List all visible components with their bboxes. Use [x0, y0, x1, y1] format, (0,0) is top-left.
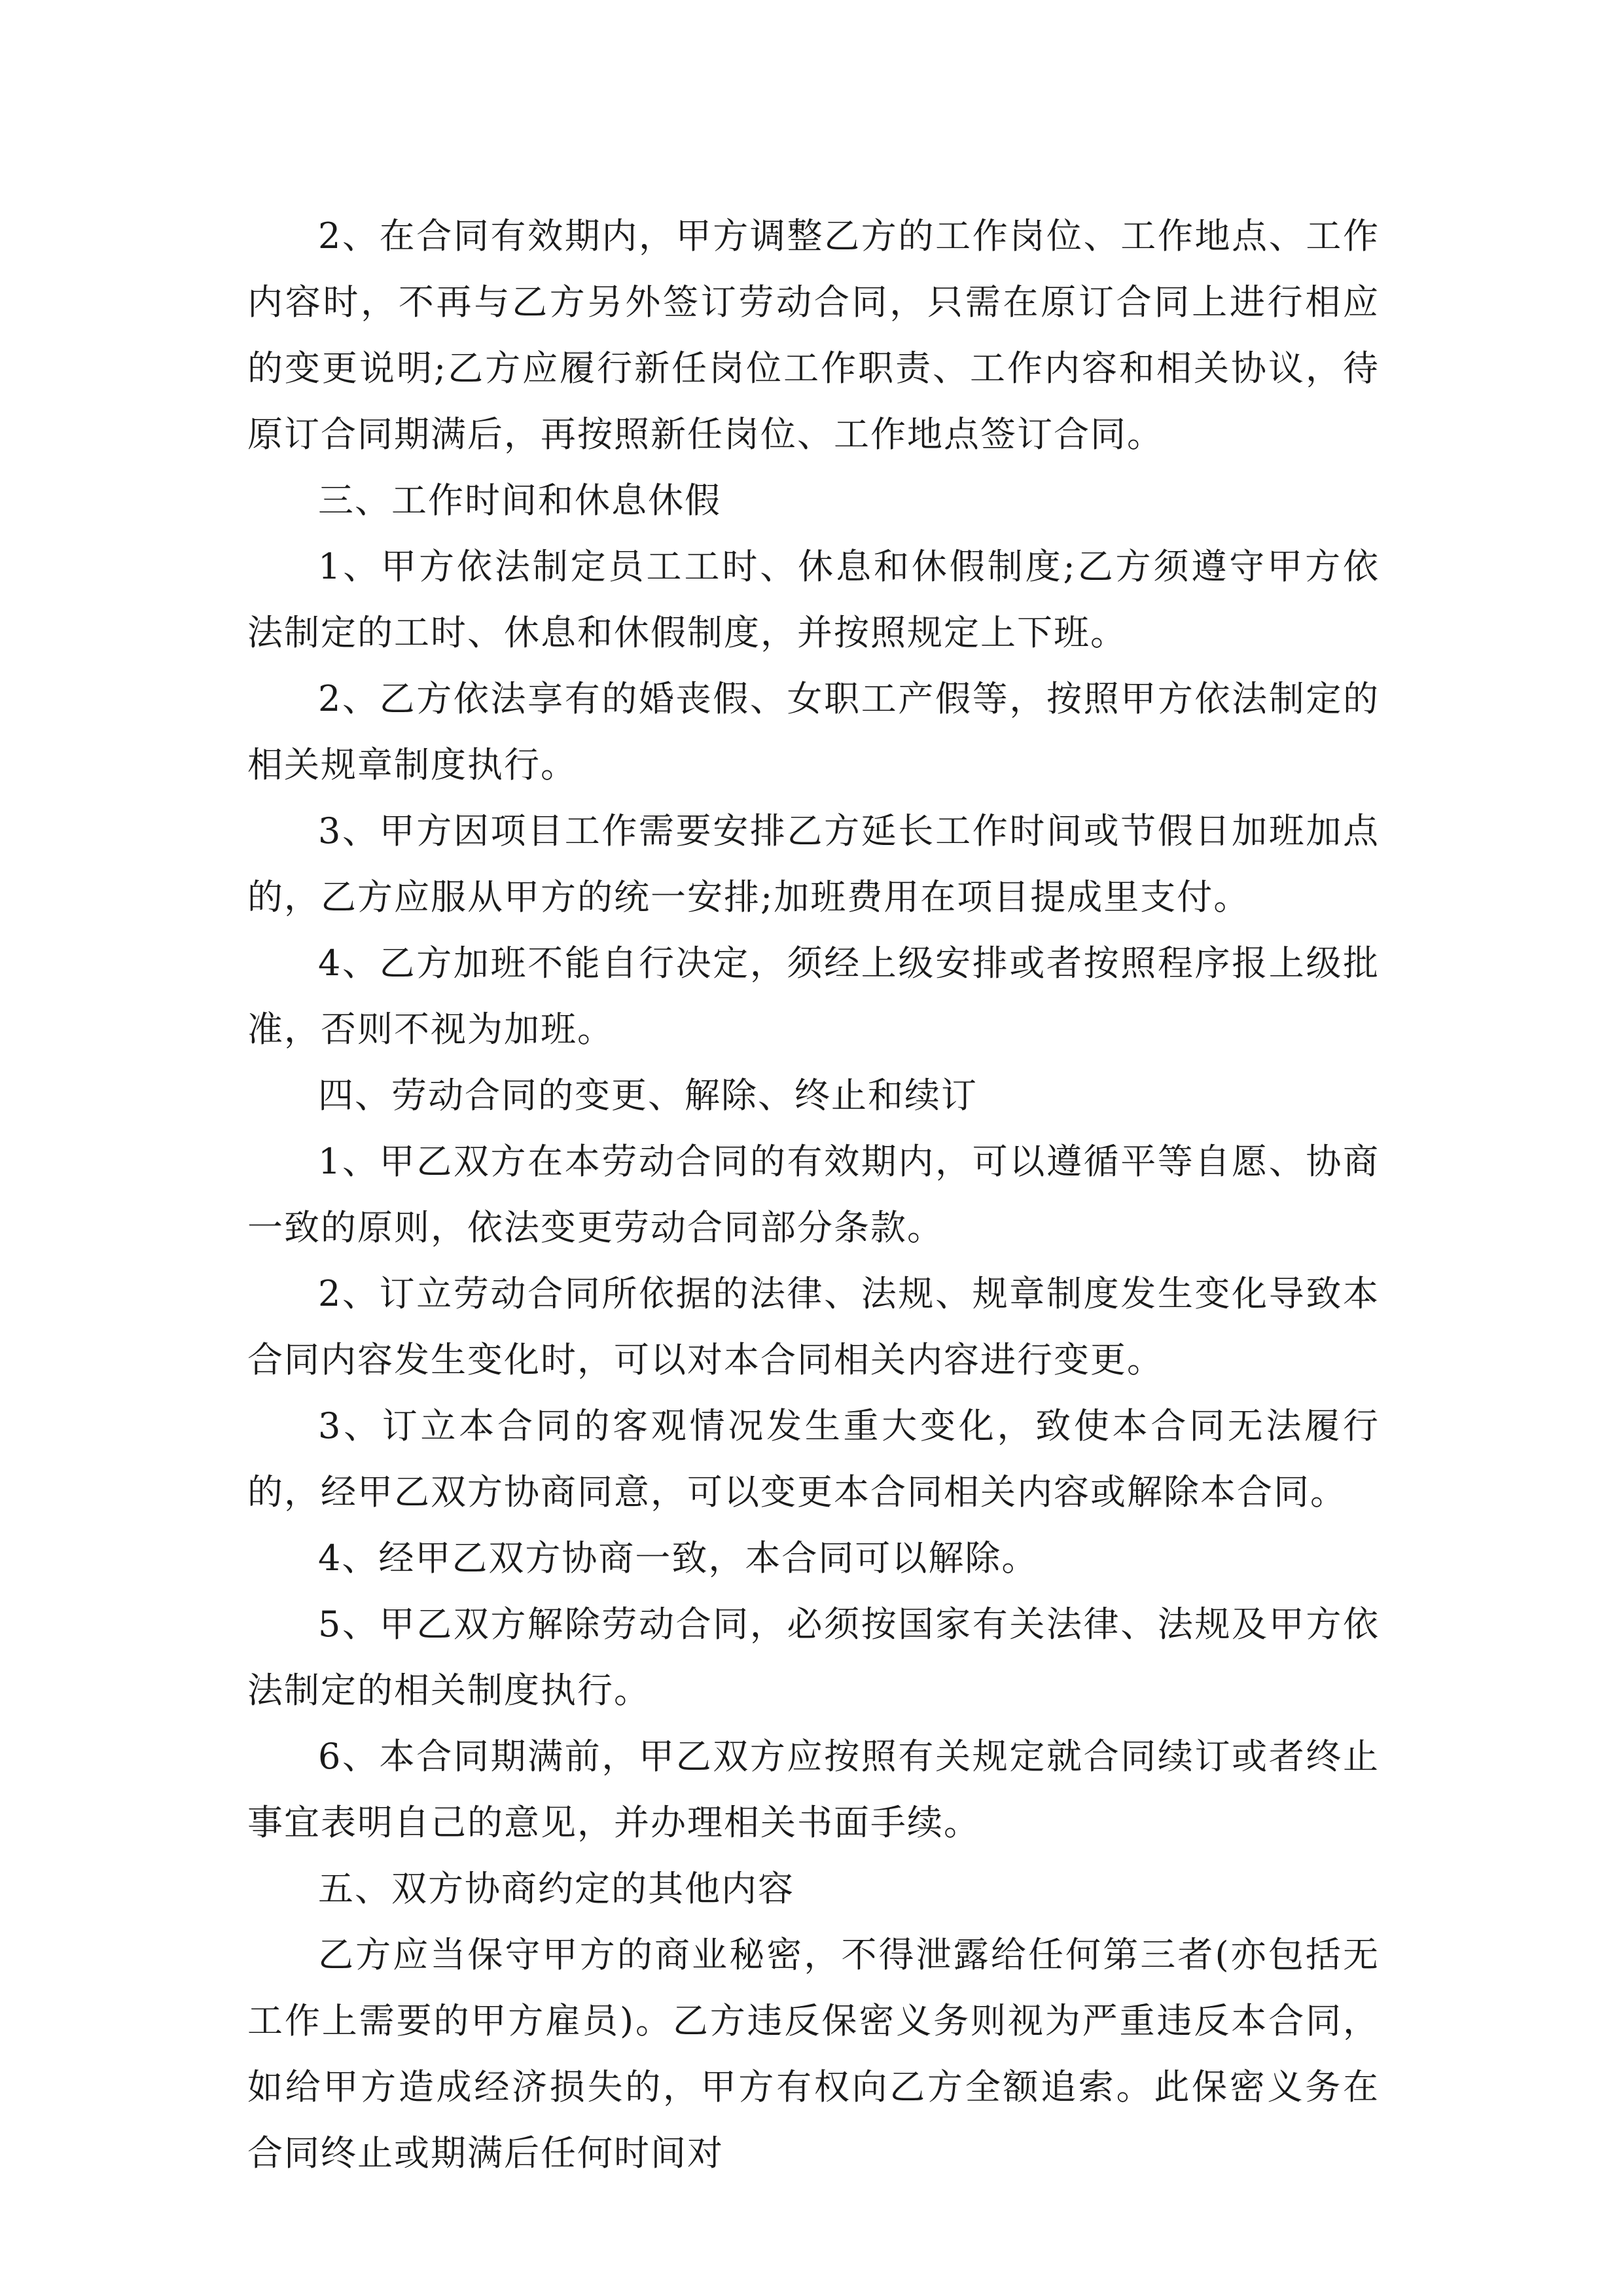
paragraph-confidentiality: 乙方应当保守甲方的商业秘密，不得泄露给任何第三者(亦包括无工作上需要的甲方雇员)。乙方违反保密义务则视为严重违反本合同，如给甲方造成经济损失的，甲方有权向乙方全额追索。此保密义务在合同终止或期满后任何时间对 — [247, 1934, 1380, 2174]
paragraph-clause-2-post-change: 2、在合同有效期内，甲方调整乙方的工作岗位、工作地点、工作内容时，不再与乙方另外签订劳动合同，只需在原订合同上进行相应的变更说明;乙方应履行新任岗位工作职责、工作内容和相关协议，待原订合同期满后，再按照新任岗位、工作地点签订合同。 — [247, 215, 1380, 455]
paragraph-hours-3: 3、甲方因项目工作需要安排乙方延长工作时间或节假日加班加点的，乙方应服从甲方的统一安排;加班费用在项目提成里支付。 — [247, 810, 1380, 918]
paragraph-changes-4: 4、经甲乙双方协商一致，本合同可以解除。 — [318, 1537, 1039, 1579]
section-heading-other-terms: 五、双方协商约定的其他内容 — [318, 1868, 794, 1909]
section-heading-working-hours: 三、工作时间和休息休假 — [318, 480, 721, 521]
paragraph-changes-1: 1、甲乙双方在本劳动合同的有效期内，可以遵循平等自愿、协商一致的原则，依法变更劳动合同部分条款。 — [247, 1141, 1380, 1248]
paragraph-hours-1: 1、甲方依法制定员工工时、休息和休假制度;乙方须遵守甲方依法制定的工时、休息和休假制度，并按照规定上下班。 — [247, 546, 1380, 653]
paragraph-changes-5: 5、甲乙双方解除劳动合同，必须按国家有关法律、法规及甲方依法制定的相关制度执行。 — [247, 1604, 1380, 1711]
document-body — [247, 203, 1380, 2186]
section-heading-contract-changes: 四、劳动合同的变更、解除、终止和续订 — [318, 1075, 978, 1116]
paragraph-changes-6: 6、本合同期满前，甲乙双方应按照有关规定就合同续订或者终止事宜表明自己的意见，并办理相关书面手续。 — [247, 1736, 1380, 1843]
paragraph-hours-4: 4、乙方加班不能自行决定，须经上级安排或者按照程序报上级批准，否则不视为加班。 — [247, 942, 1380, 1050]
paragraph-hours-2: 2、乙方依法享有的婚丧假、女职工产假等，按照甲方依法制定的相关规章制度执行。 — [247, 678, 1380, 785]
paragraph-changes-3: 3、订立本合同的客观情况发生重大变化，致使本合同无法履行的，经甲乙双方协商同意，可以变更本合同相关内容或解除本合同。 — [247, 1405, 1380, 1513]
paragraph-changes-2: 2、订立劳动合同所依据的法律、法规、规章制度发生变化导致本合同内容发生变化时，可以对本合同相关内容进行变更。 — [247, 1273, 1380, 1380]
